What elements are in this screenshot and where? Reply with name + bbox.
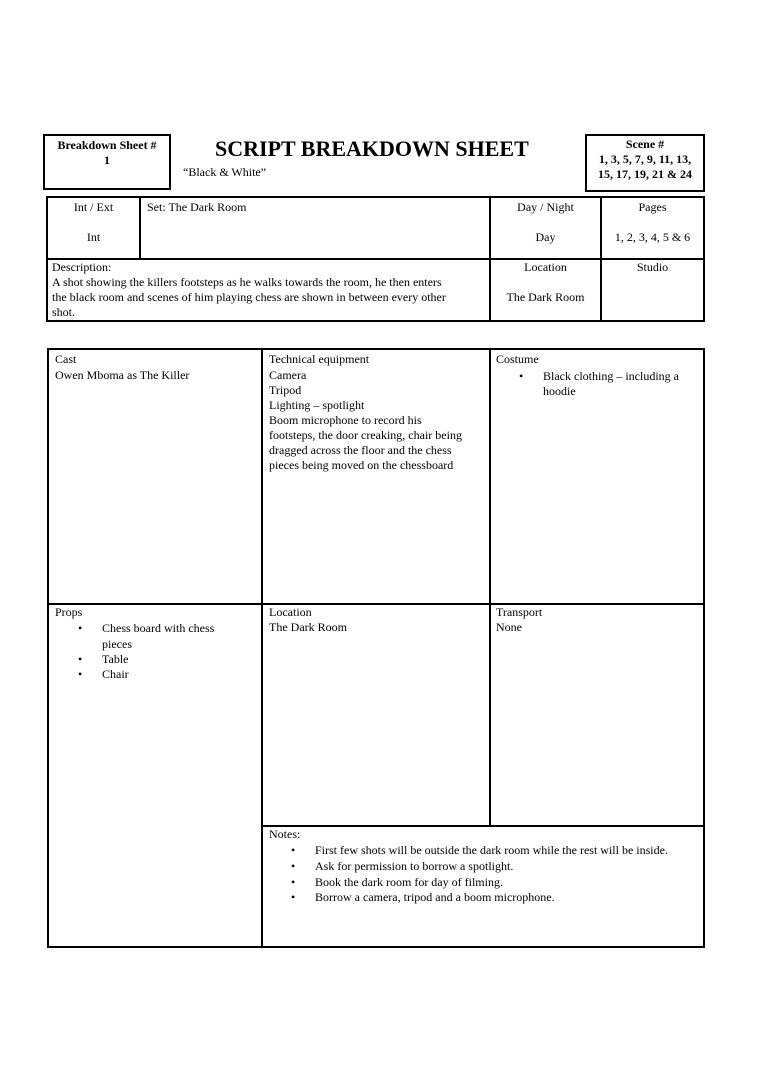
technical-line: Boom microphone to record his xyxy=(269,413,422,427)
location2-value: The Dark Room xyxy=(269,620,347,634)
page-subtitle: “Black & White” xyxy=(183,165,267,179)
location-label: Location xyxy=(524,260,567,274)
notes-bullet-icon: • xyxy=(291,875,296,889)
notes-item: Book the dark room for day of filming. xyxy=(315,875,503,889)
technical-line: pieces being moved on the chessboard xyxy=(269,458,454,472)
notes-bullet-icon: • xyxy=(291,890,296,904)
scene-numbers-line1: 1, 3, 5, 7, 9, 11, 13, xyxy=(598,152,692,166)
props-bullet-icon: • xyxy=(78,667,83,681)
technical-line: dragged across the floor and the chess xyxy=(269,443,452,457)
description-line-1: A shot showing the killers footsteps as he walks towards the room, he then enters xyxy=(52,275,442,289)
costume-item-line2: hoodie xyxy=(543,384,576,398)
costume-bullet-icon: • xyxy=(519,369,524,383)
day-night-value: Day xyxy=(535,230,556,244)
transport-label: Transport xyxy=(496,605,543,619)
cast-value: Owen Mboma as The Killer xyxy=(55,368,190,382)
location-value: The Dark Room xyxy=(506,290,585,304)
studio-label: Studio xyxy=(636,260,669,274)
cast-label: Cast xyxy=(55,352,77,366)
pages-label: Pages xyxy=(638,200,667,214)
props-item-1-line2: pieces xyxy=(102,637,132,651)
description-line-3: shot. xyxy=(52,305,76,319)
notes-item: First few shots will be outside the dark room while the rest will be inside. xyxy=(315,843,668,857)
day-night-label: Day / Night xyxy=(517,200,574,214)
scene-numbers-line2: 15, 17, 19, 21 & 24 xyxy=(598,167,692,181)
int-ext-label: Int / Ext xyxy=(73,200,114,214)
description-line-2: the black room and scenes of him playing chess are shown in between every other xyxy=(52,290,446,304)
props-bullet-icon: • xyxy=(78,652,83,666)
int-ext-value: Int xyxy=(86,230,101,244)
notes-bullet-icon: • xyxy=(291,843,296,857)
grid-col-divider-1 xyxy=(261,348,263,948)
props-item-1-line1: Chess board with chess xyxy=(102,621,215,635)
set-label: Set: The Dark Room xyxy=(147,200,247,214)
notes-item: Borrow a camera, tripod and a boom microphone. xyxy=(315,890,555,904)
technical-line: footsteps, the door creaking, chair being xyxy=(269,428,462,442)
props-item-2: Table xyxy=(102,652,129,666)
props-bullet-icon: • xyxy=(78,621,83,635)
description-label: Description: xyxy=(52,260,112,274)
breakdown-sheet-label: Breakdown Sheet # xyxy=(57,138,157,152)
scene-label: Scene # xyxy=(625,137,665,151)
technical-line: Camera xyxy=(269,368,307,382)
technical-label: Technical equipment xyxy=(269,352,370,366)
notes-bullet-icon: • xyxy=(291,859,296,873)
costume-label: Costume xyxy=(496,352,539,366)
pages-value: 1, 2, 3, 4, 5 & 6 xyxy=(614,230,691,244)
costume-item-line1: Black clothing – including a xyxy=(543,369,679,383)
technical-line: Tripod xyxy=(269,383,302,397)
info-col-divider-1 xyxy=(139,196,141,259)
transport-value: None xyxy=(496,620,522,634)
technical-line: Lighting – spotlight xyxy=(269,398,365,412)
props-item-3: Chair xyxy=(102,667,129,681)
location2-label: Location xyxy=(269,605,312,619)
breakdown-sheet-number: 1 xyxy=(104,153,110,167)
grid-row-divider-2 xyxy=(261,825,705,827)
notes-item: Ask for permission to borrow a spotlight. xyxy=(315,859,514,873)
grid-row-divider-1 xyxy=(47,603,705,605)
page-title: SCRIPT BREAKDOWN SHEET xyxy=(215,136,529,161)
grid-col-divider-2 xyxy=(489,348,491,826)
notes-label: Notes: xyxy=(269,827,301,841)
props-label: Props xyxy=(55,605,83,619)
